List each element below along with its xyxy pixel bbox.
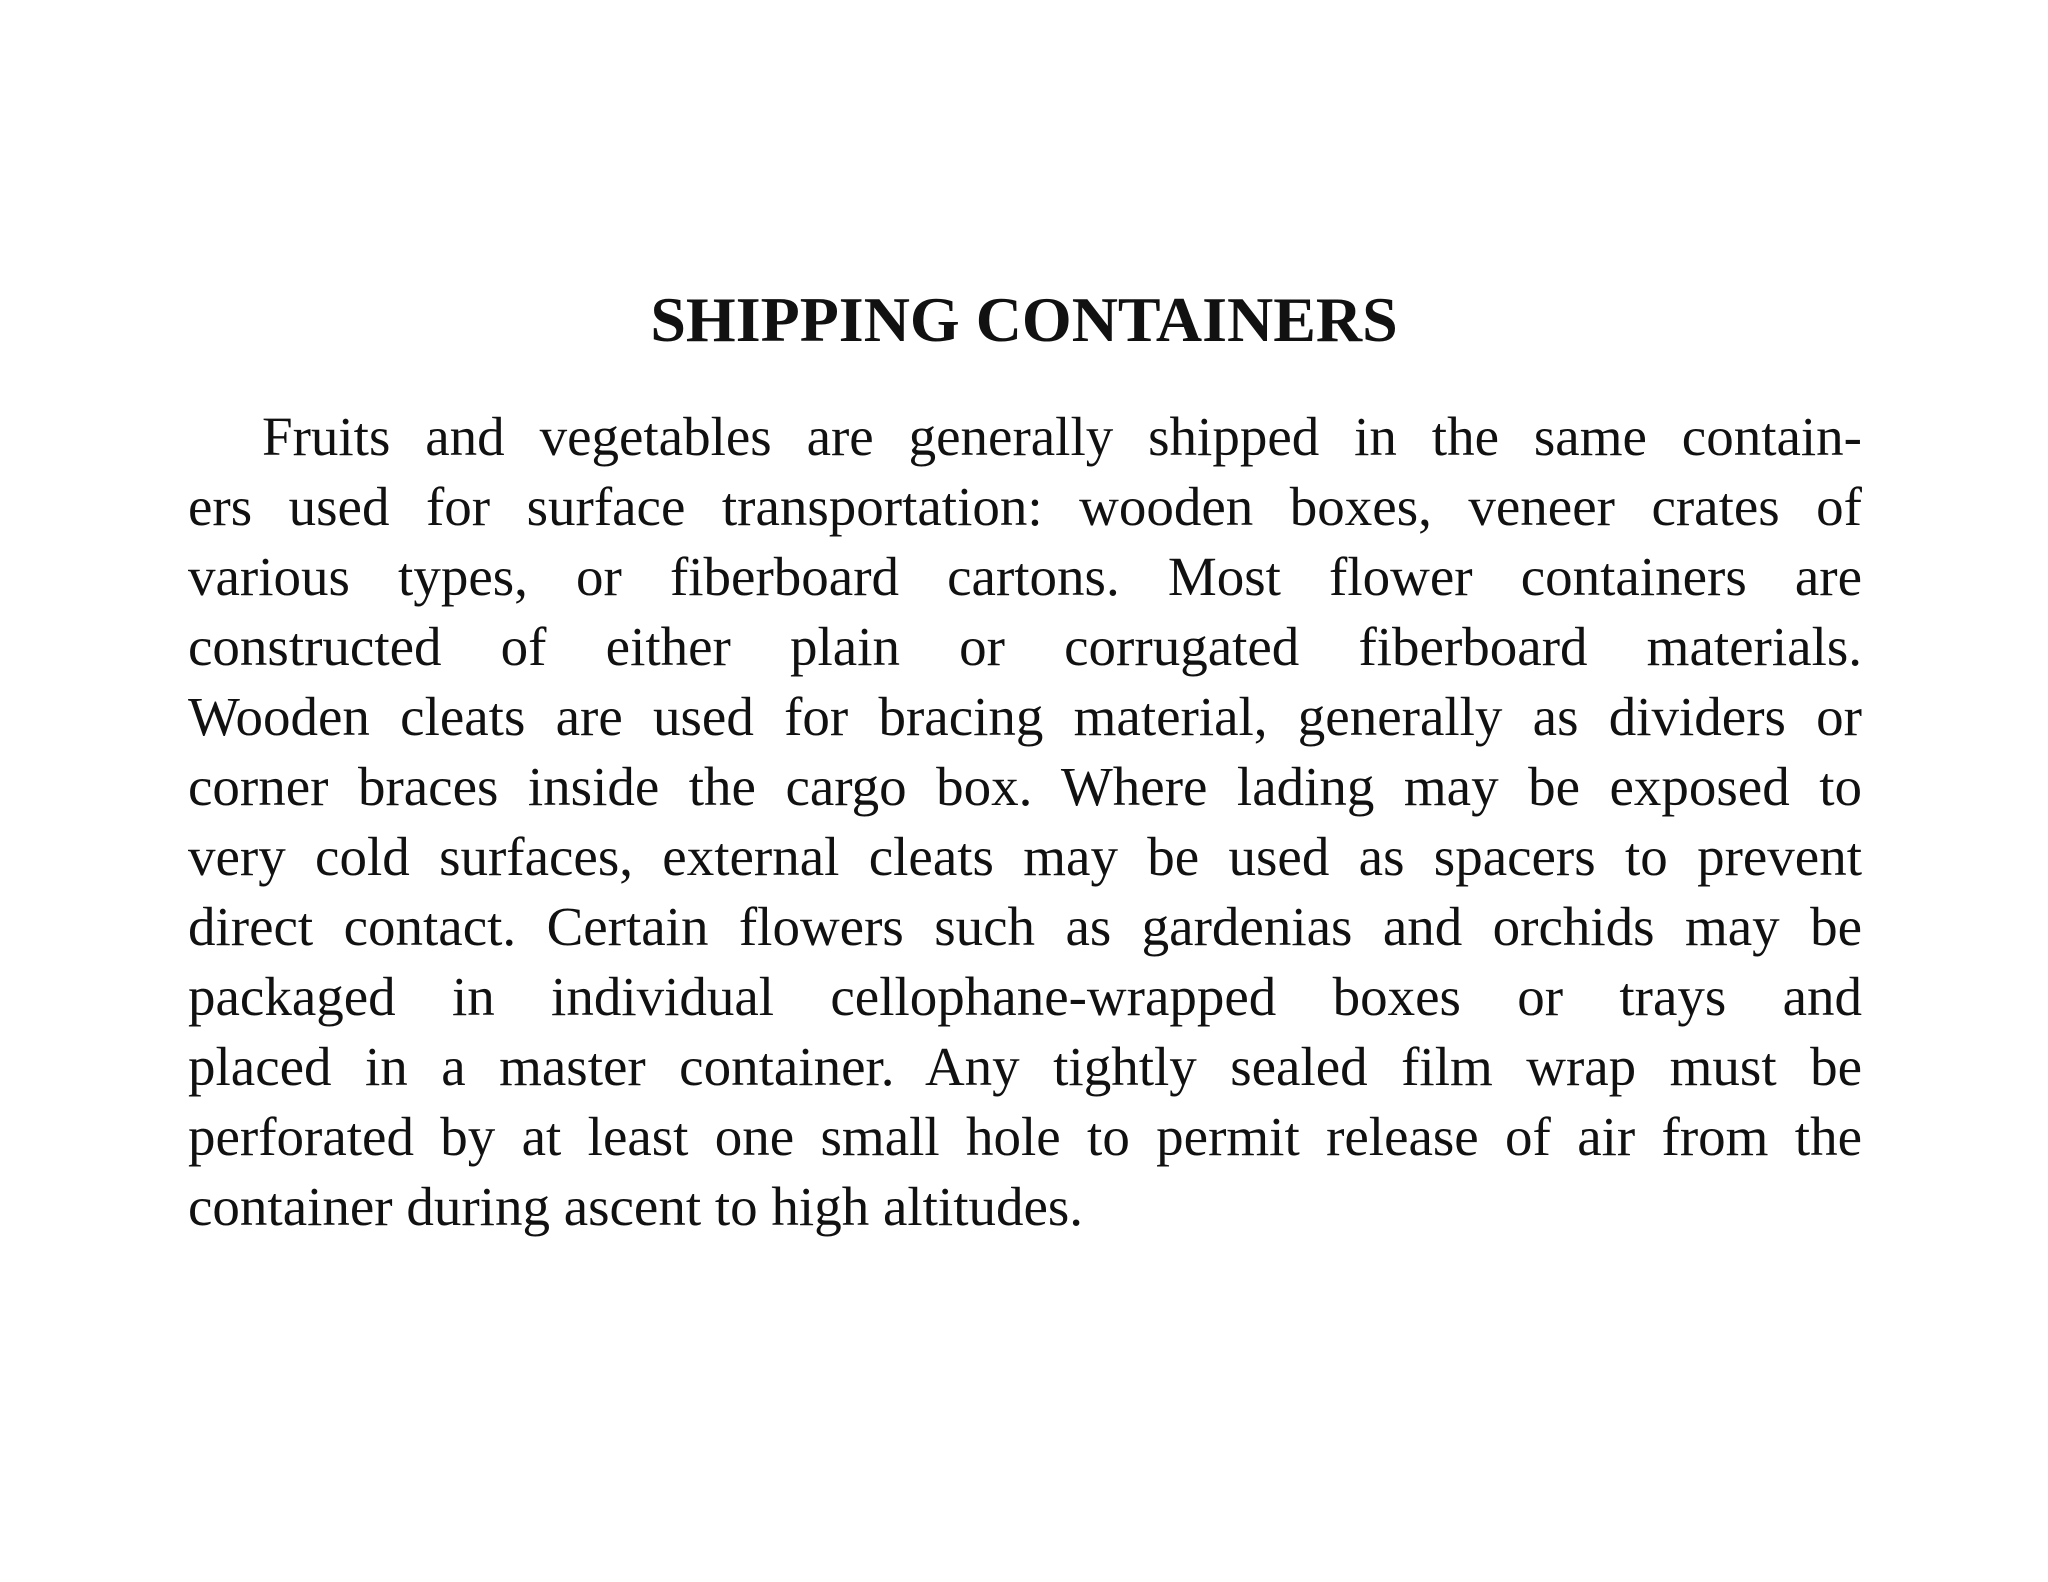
paragraph-line: various types, or fiberboard cartons. Most flower containers are: [188, 546, 1862, 607]
paragraph-line: constructed of either plain or corrugated fiberboard materials.: [188, 616, 1862, 677]
paragraph-line: Fruits and vegetables are generally shipped in the same contain-: [262, 406, 1862, 467]
paragraph-line: direct contact. Certain flowers such as gardenias and orchids may be: [188, 896, 1862, 957]
paragraph-line: placed in a master container. Any tightly sealed film wrap must be: [188, 1036, 1862, 1097]
paragraph-line: perforated by at least one small hole to permit release of air from the: [188, 1106, 1862, 1167]
section-heading: SHIPPING CONTAINERS: [650, 284, 1398, 355]
paragraph-line: packaged in individual cellophane-wrapped boxes or trays and: [188, 966, 1862, 1027]
paragraph-line: Wooden cleats are used for bracing material, generally as dividers or: [188, 686, 1862, 747]
paragraph-line: very cold surfaces, external cleats may be used as spacers to prevent: [188, 826, 1862, 887]
paragraph-line: corner braces inside the cargo box. Where lading may be exposed to: [188, 756, 1862, 817]
paragraph-line: ers used for surface transportation: wooden boxes, veneer crates of: [188, 476, 1862, 537]
paragraph-line: container during ascent to high altitudes.: [188, 1176, 1084, 1237]
